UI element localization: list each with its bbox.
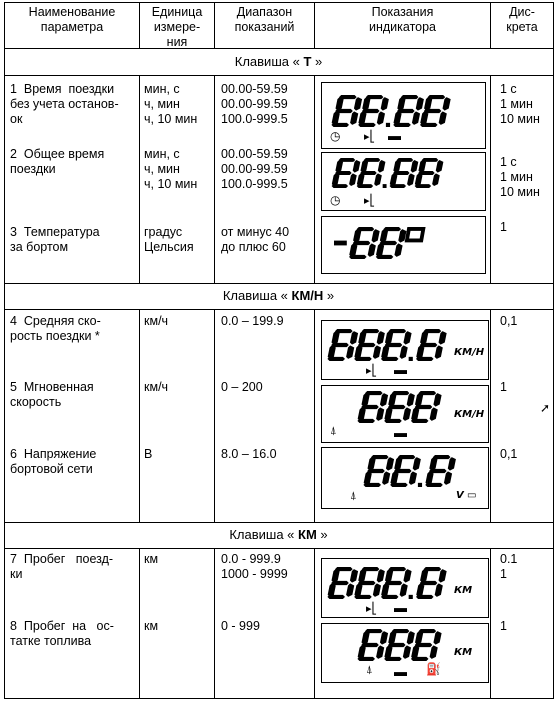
- row-name: 3 Температура за бортом: [10, 225, 100, 254]
- battery-icon: ▭: [467, 490, 477, 501]
- car-icon: ▬: [394, 362, 407, 377]
- lcd-segment: [385, 331, 393, 345]
- lcd-minus: [334, 241, 347, 246]
- lcd-segment: [403, 407, 411, 421]
- bell-icon: ⍋: [350, 490, 357, 502]
- lcd-segment: [388, 393, 396, 407]
- lcd-segment: [403, 331, 411, 345]
- indicator-temperature: [321, 216, 486, 274]
- lcd-segment: [382, 471, 390, 485]
- lcd-segment: [394, 243, 402, 257]
- row-range: 0 – 200: [221, 380, 263, 394]
- lcd-segment: [439, 331, 447, 345]
- lcd-segment: [349, 173, 357, 186]
- lcd-segment: [380, 229, 388, 243]
- lcd-segment: [407, 393, 415, 407]
- row-unit: мин, с ч, мин ч, 10 мин: [144, 147, 198, 191]
- lcd-segment: [430, 645, 438, 659]
- lcd-segment: [362, 631, 370, 645]
- lcd-segment: [439, 111, 447, 125]
- row-step: 1: [500, 380, 507, 394]
- lcd-segment: [346, 583, 354, 597]
- row-name: 4 Средняя ско- рость поездки *: [10, 314, 101, 343]
- indicator-trip-distance: [321, 558, 489, 618]
- lcd-segment: [332, 569, 340, 583]
- lcd-segment: [332, 331, 340, 345]
- lcd-segment: [407, 631, 415, 645]
- lcd-segment: [403, 645, 411, 659]
- lcd-segment: [439, 569, 447, 583]
- car-icon: ▬: [394, 664, 407, 679]
- bell-icon: ⍋: [330, 425, 337, 437]
- section-title-km: Клавиша « КМ »: [229, 527, 328, 542]
- lcd-segment: [336, 97, 344, 111]
- lcd-segment: [354, 97, 362, 111]
- lcd-segment: [358, 331, 366, 345]
- row-name: 5 Мгновенная скорость: [10, 380, 94, 409]
- lcd-segment: [418, 160, 426, 173]
- lcd-segment: [377, 331, 385, 345]
- car-icon: ▬: [394, 425, 407, 440]
- row-step: 0.1 1: [500, 552, 518, 581]
- lcd-segment: [393, 160, 401, 173]
- row-name: 6 Напряжение бортовой сети: [10, 447, 97, 476]
- lcd-segment: [394, 457, 402, 471]
- lcd-segment: [388, 631, 396, 645]
- lcd-dot: [418, 483, 422, 487]
- lcd-segment: [368, 243, 376, 257]
- row-unit: мин, с ч, мин ч, 10 мин: [144, 82, 198, 126]
- lcd-segment: [433, 393, 441, 407]
- lcd-segment: [403, 569, 411, 583]
- lcd-segment: [353, 160, 361, 173]
- row-unit: км/ч: [144, 380, 169, 394]
- lcd-segment: [376, 645, 384, 659]
- lcd-segment: [381, 97, 389, 111]
- lcd-segment: [374, 173, 382, 186]
- lcd-segment: [411, 160, 419, 173]
- road-flag-icon: ▸⎣: [364, 131, 376, 143]
- lcd-segment: [362, 97, 370, 111]
- lcd-digits: [322, 153, 485, 210]
- lcd-dot: [409, 595, 413, 599]
- lcd-segment: [362, 393, 370, 407]
- indicator-trip-time: [321, 82, 486, 149]
- lcd-segment: [416, 97, 424, 111]
- row-range: от минус 40 до плюс 60: [221, 225, 290, 254]
- lcd-segment: [420, 569, 428, 583]
- row-name: 2 Общее время поездки: [10, 147, 105, 176]
- fuel-pump-icon: ⛽: [426, 662, 441, 676]
- lcd-segment: [373, 345, 381, 359]
- road-flag-icon: ▸⎣: [364, 195, 376, 207]
- car-icon: ▬: [388, 128, 401, 143]
- lcd-segment: [353, 229, 361, 243]
- row-step: 1 с 1 мин 10 мин: [500, 82, 540, 126]
- row-range: 00.00-59.59 00.00-99.59 100.0-999.5: [221, 147, 288, 191]
- lcd-segment: [432, 173, 440, 186]
- row-unit: градус Цельсия: [144, 225, 194, 254]
- header-step: Дис- крета: [506, 5, 538, 34]
- row-unit: В: [144, 447, 153, 461]
- unit-label: КМ/Н: [454, 347, 485, 358]
- lcd-segment: [350, 111, 358, 125]
- lcd-segment: [380, 393, 388, 407]
- lcd-segment: [407, 173, 415, 186]
- header-name: Наименование параметра: [28, 5, 116, 34]
- lcd-segment: [443, 97, 451, 111]
- lcd-segment: [430, 407, 438, 421]
- lcd-segment: [429, 457, 437, 471]
- lcd-segment: [377, 111, 385, 125]
- row-step: 0,1: [500, 447, 518, 461]
- header-range: Диапазон показаний: [234, 5, 295, 34]
- lcd-segment: [400, 345, 408, 359]
- clock-icon: ◷: [330, 129, 341, 143]
- lcd-segment: [415, 631, 423, 645]
- lcd-dot: [409, 357, 413, 361]
- row-unit: км: [144, 619, 159, 633]
- row-range: 8.0 – 16.0: [221, 447, 277, 461]
- lcd-segment: [436, 160, 444, 173]
- lcd-segment: [360, 160, 368, 173]
- lcd-segment: [413, 457, 421, 471]
- row-name: 8 Пробег на ос- татке топлива: [10, 619, 114, 648]
- header-unit: Единица измере- ния: [151, 5, 203, 49]
- row-step: 1: [500, 619, 507, 633]
- section-title-t: Клавиша « Т »: [234, 54, 323, 69]
- car-icon: ▬: [394, 600, 407, 615]
- lcd-digits: [322, 83, 485, 148]
- lcd-segment: [377, 569, 385, 583]
- lcd-dot: [386, 123, 390, 127]
- lcd-segment: [435, 583, 443, 597]
- row-range: 00.00-59.59 00.00-99.59 100.0-999.5: [221, 82, 288, 126]
- row-range: 0.0 – 199.9: [221, 314, 284, 328]
- unit-label: КМ/Н: [454, 409, 485, 420]
- row-name: 1 Время поездки без учета останов- ок: [10, 82, 119, 126]
- lcd-segment: [433, 631, 441, 645]
- lcd-segment: [409, 471, 417, 485]
- lcd-segment: [397, 97, 405, 111]
- lcd-segment: [444, 471, 452, 485]
- lcd-segment: [415, 393, 423, 407]
- lcd-digits: [322, 217, 485, 273]
- lcd-segment: [378, 160, 386, 173]
- row-unit: км/ч: [144, 314, 169, 328]
- lcd-degree: [407, 229, 423, 241]
- arrow-icon: ➚: [540, 401, 551, 415]
- lcd-segment: [376, 407, 384, 421]
- indicator-fuel-range: [321, 623, 489, 683]
- unit-label: V: [456, 490, 464, 501]
- lcd-segment: [350, 331, 358, 345]
- lcd-segment: [350, 569, 358, 583]
- lcd-segment: [372, 229, 380, 243]
- lcd-segment: [400, 583, 408, 597]
- row-step: 1 с 1 мин 10 мин: [500, 155, 540, 199]
- lcd-segment: [420, 331, 428, 345]
- unit-label: КМ: [454, 585, 473, 596]
- lcd-segment: [435, 345, 443, 359]
- lcd-segment: [412, 111, 420, 125]
- row-unit: км: [144, 552, 159, 566]
- lcd-segment: [385, 569, 393, 583]
- lcd-segment: [373, 583, 381, 597]
- lcd-segment: [424, 97, 432, 111]
- road-flag-icon: ▸⎣: [366, 365, 378, 377]
- lcd-dot: [383, 184, 387, 188]
- unit-label: КМ: [454, 647, 473, 658]
- header-indicator: Показания индикатора: [368, 5, 437, 34]
- row-range: 0 - 999: [221, 619, 260, 633]
- lcd-segment: [346, 345, 354, 359]
- lcd-segment: [448, 457, 456, 471]
- lcd-segment: [380, 631, 388, 645]
- bell-icon: ⍋: [366, 664, 373, 676]
- indicator-current-speed: [321, 385, 489, 443]
- row-range: 0.0 - 999.9 1000 - 9999: [221, 552, 288, 581]
- lcd-segment: [368, 457, 376, 471]
- indicator-avg-speed: [321, 320, 489, 380]
- lcd-segment: [335, 160, 343, 173]
- indicator-total-time: [321, 152, 486, 211]
- section-title-kmh: Клавиша « КМ/Н »: [222, 288, 335, 303]
- indicator-voltage: [321, 447, 489, 509]
- lcd-segment: [386, 457, 394, 471]
- row-step: 0,1: [500, 314, 518, 328]
- lcd-segment: [358, 569, 366, 583]
- row-step: 1: [500, 220, 507, 234]
- clock-icon: ◷: [330, 193, 341, 207]
- row-name: 7 Пробег поезд- ки: [10, 552, 114, 581]
- road-flag-icon: ▸⎣: [366, 603, 378, 615]
